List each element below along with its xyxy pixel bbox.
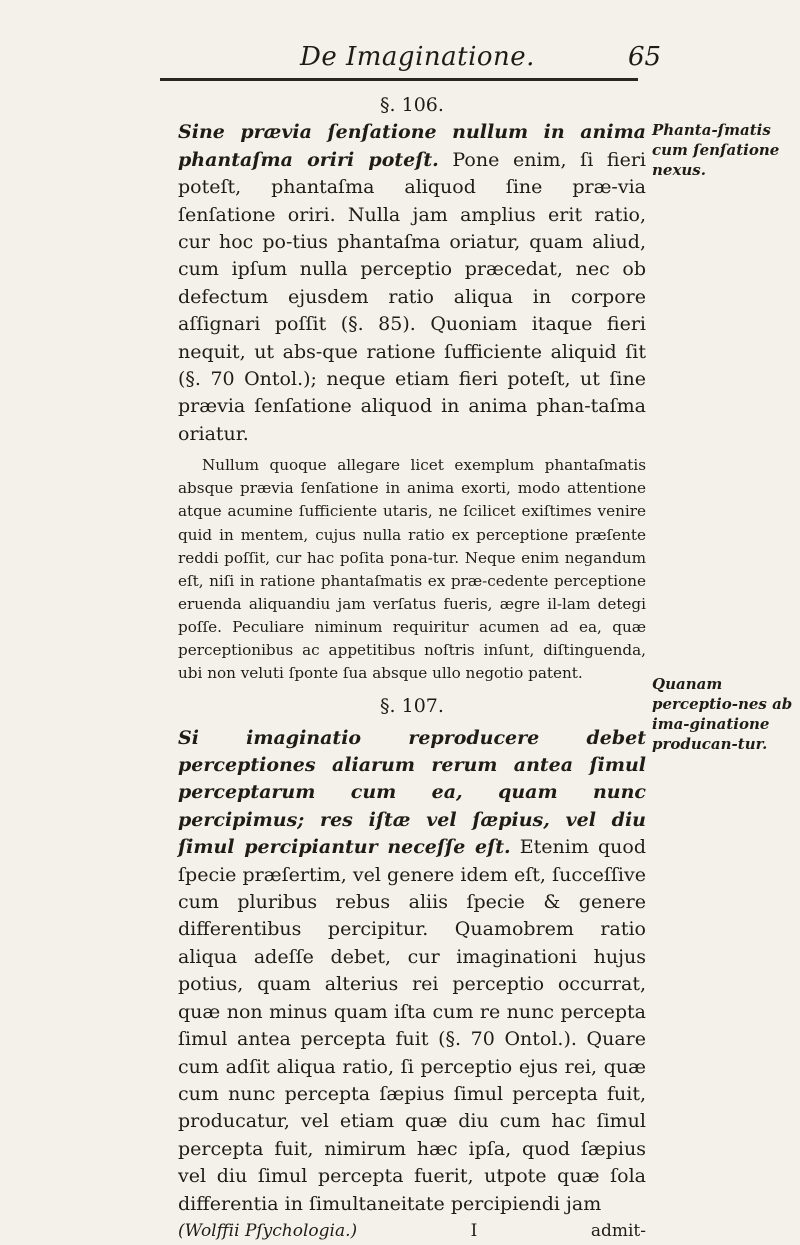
paragraph-106 (178, 119, 646, 448)
page-number: 65 (628, 42, 662, 72)
section-number-106: §. 106. (380, 94, 444, 116)
header-rule (160, 78, 638, 81)
paragraph-107 (178, 725, 646, 1218)
running-head (0, 42, 800, 82)
signature-mark: I (470, 1220, 478, 1241)
note-106: Nullum quoque allegare licet exemplum phantaſmatis absque prævia ſenſatione in anima exorti, modo attentione atque acumine ſufficiente utaris, ne ſcilicet exiſtimes venire quid in mentem, cujus nulla ratio ex perceptione præſente reddi poſſit, cur hac poſita pona-tur. Neque enim negandum eſt, niſi in ratione phantaſmatis ex præ-cedente perceptione eruenda aliquandiu jam verſatus fueris, ægre il-lam detegi poſſe. Peculiare niminum requiritur acumen ad ea, quæ perceptionibus ac appetitibus noſtris inſunt, diſtinguenda, ubi non veluti ſponte ſua absque ullo negotio patent. (178, 456, 646, 683)
signature-title: (Wolffii Pſychologia.) (178, 1220, 358, 1241)
page-footer (178, 1218, 646, 1245)
margin-note-1: Phanta-ſmatis cum ſenſatione nexus. (652, 121, 780, 179)
demonstration-107: Etenim quod ſpecie præſertim, vel genere idem eſt, ſucceſſive cum pluribus rebus aliis ſpecie & genere differentibus percipitur. Quamobrem ratio aliqua adeſſe debet, cur imaginationi hujus potius, quam alterius rei perceptio occurrat, quæ non minus quam iſta cum re nunc percepta ſimul antea percepta fuit (§. 70 Ontol.). Quare cum adſit aliqua ratio, ſi perceptio ejus rei, quæ cum nunc percepta ſæpius ſimul percepta fuit, producatur, vel etiam quæ diu cum hac ſimul percepta fuit, nimirum hæc ipſa, quod ſæpius vel diu ſimul percepta fuerit, utpote quæ ſola differentia in ſimultaneitate percipiendi jam (178, 836, 646, 1215)
margin-note-2: Quanam perceptio-nes ab ima-ginatione producan-tur. (652, 675, 793, 753)
main-text (178, 92, 646, 1245)
running-title: De Imaginatione. (300, 42, 535, 72)
demonstration-106: Pone enim, ſi fieri poteſt, phantaſma aliquod ſine præ-via ſenſatione oriri. Nulla jam amplius erit ratio, cur hoc po-tius phantaſma oriatur, quam aliud, cum ipſum nulla perceptio præcedat, nec ob defectum ejusdem ratio aliqua in corpore aſſignari poſſit (§. 85). Quoniam itaque fieri nequit, ut abs-que ratione ſufficiente aliquid ſit (§. 70 Ontol.); neque etiam fieri poteſt, ut ſine prævia ſenſatione aliquod in anima phan-taſma oriatur. (178, 148, 646, 445)
proposition-106: Sine prævia ſenſatione nullum in anima phantaſma oriri poteſt. (178, 121, 646, 171)
catchword: admit- (590, 1220, 646, 1241)
proposition-107: Si imaginatio reproducere debet perceptiones aliarum rerum antea ſimul perceptarum cum ea, quam nunc percipimus; res iſtæ vel ſæpius, vel diu ſimul percipiantur neceſſe eſt. (178, 726, 646, 859)
section-number-107: §. 107. (380, 695, 444, 718)
